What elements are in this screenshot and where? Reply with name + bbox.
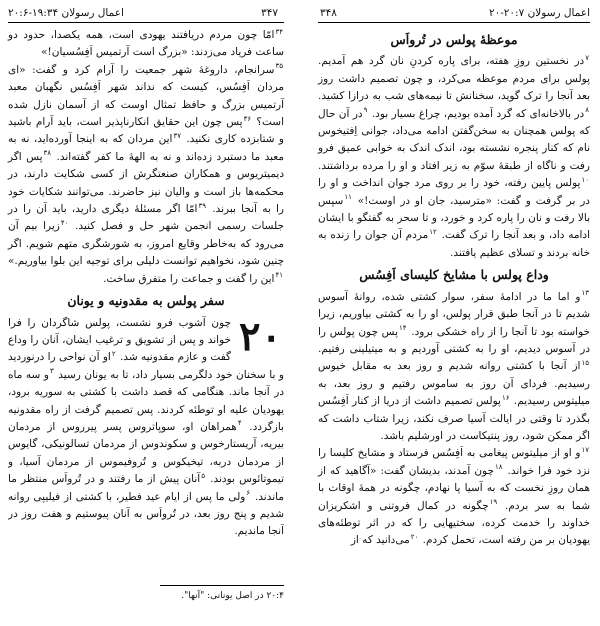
footnote-rule (160, 585, 284, 586)
verse-number: ۱۲ (429, 227, 437, 236)
verse-text: می‌دانید که از (350, 534, 410, 547)
verse-number: ۹ (363, 106, 368, 115)
section-heading: موعظهٔ پولس در تُرواَس (390, 32, 518, 47)
verse-text: چون آمدند، بدیشان گفت: «آگاهید که از همان روزِ نخست که به آسیا پا نهادم، چگونه در همهٔ اوقات با شما به سر بردم. (318, 464, 591, 512)
verse-text: زیرا بیم آن می‌رود که به‌خاطر وقایع امروز، به شورشگری متهم شویم. اگر چنین شود، نخواهیم توانست دلیلی برای توجیه این بلوا بیاوریم.» (8, 220, 284, 268)
right-page-column (318, 27, 590, 550)
section-troas (318, 31, 590, 262)
verse-number: ۱۳ (581, 289, 589, 298)
verse-number: ۴۱ (275, 271, 283, 280)
paragraph (318, 289, 590, 446)
verse-text: سپس بالا رفت و نان را پاره کرد و خورد، و تا سحر به گفتگو با ایشان ادامه داد، و بعد آنجا را ترک گفت. (318, 194, 590, 242)
verse-text: پولس تصمیم داشت از دریا از کنار اَفِسُس بگذرد تا وقتی در ایالت آسیا صرف نکند، زیرا شتاب داشت که اگر ممکن شود، روز پنتیکاست در اورشلیم باشد. (318, 395, 590, 442)
verse-text: و او از میلیتوس پیغامی به اَفِسُس فرستاد و مشایخ کلیسا را نزد خود فرا خواند. (318, 447, 590, 477)
verse-number: ۳۷ (173, 131, 181, 140)
chapter-20-block (8, 315, 284, 541)
verse-text: آنان پیش از ما رفتند و در تُرواَس منتظر ما ماندند. (8, 473, 284, 503)
paragraph (318, 53, 590, 262)
left-page-column (8, 27, 284, 541)
verse-text: پس چون این حقایق انکارناپذیر است، باید آرام باشید و شتابزده کاری نکنید. (8, 116, 284, 146)
verse-number: ۱۴ (399, 324, 407, 332)
verse-text: پس اگر دیمیتریوس و همکاران صنعتگرش از کسی شکایت دارند، در محکمه‌ها باز است و والیان نیز حاضرند. می‌توانند شکایات خود را به آنجا ببرند. (8, 150, 284, 216)
verse-text: از آنجا با کشتی روانه شدیم و روز بعد به مقابل خیوس رسیدیم. فردای آن روز به ساموس رفتیم و روز بعد، به میلیتوس رسیدیم. (318, 360, 590, 408)
verse-text: چون آشوب فرو نشست، پولس شاگردان را فرا خواند و پس از تشویق و ترغیب ایشان، آنان را وداع گفت و عازم مقدونیه شد. (8, 316, 232, 364)
verse-number: ۳۴ (275, 27, 283, 36)
paragraph (8, 62, 284, 288)
section-heading: سفر پولس به مقدونیه و یونان (67, 293, 225, 309)
verse-text: چگونه در کمال فروتنی و اشکریزان خداوند را خدمت کرده، سختیهایی را که در اثر توطئه‌های یهودیان بر من رفته است، تحمل کردم. (318, 499, 590, 547)
verse-number: ۸ (585, 106, 589, 115)
right-header-rule (318, 22, 590, 23)
verse-text: در نخستین روزِ هفته، برای پاره کردنِ نان گرد هم آمدیم. پولس برای مردم موعظه می‌کرد، و چون تصمیم داشت روز بعد آنجا را ترک گوید، سخنانش تا نیمه‌های شب به درازا کشید. (318, 55, 590, 103)
right-page-header-title: اعمال رسولان ۲۰:۷-۲۰ (488, 7, 590, 19)
verse-number: ۱۱ (344, 193, 352, 202)
verse-number: ۱۷ (581, 445, 589, 454)
right-page-number: ۳۴۸ (320, 7, 337, 19)
verse-number: ۱۸ (494, 463, 503, 472)
verse-text: سرانجام، داروغهٔ شهر جمعیت را آرام کرد و گفت: «ای مردان اَفِسُس، کیست که نداند شهر اَفِسُس نگهبان معبد آرتمیس بزرگ و حافظ تمثال اوست که از آسمان نازل شده است؟ (8, 63, 284, 129)
verse-text: و اما ما در ادامهٔ سفر، سوار کشتی شده، روانهٔ آسوس شدیم تا در آنجا طبق قرار پولس، او را به کشتی بیاوریم، زیرا خواسته بود تا آنجا را از راه خشکی برود. (318, 290, 590, 338)
verse-number: ۶ (246, 489, 251, 498)
verse-number: ۳ (49, 367, 54, 376)
left-page-header-title: اعمال رسولان ۱۹:۳۴-۲۰:۶ (8, 7, 124, 19)
verse-number: ۱۰ (581, 175, 589, 184)
left-page-number: ۳۴۷ (261, 7, 278, 19)
section-heading: وداع پولس با مشایخ کلیسای اَفِسُس (359, 267, 549, 283)
footnote: ۲۰:۴ در اصل یونانی: "آنها". (181, 591, 284, 601)
verse-number: ۷ (585, 53, 589, 62)
verse-text: پس چون پولس را در آسوس دیدیم، او را به کشتی آوردیم و به میتیلینی رفتیم. (318, 325, 590, 355)
verse-number: ۲ (111, 349, 116, 358)
verse-number: ۲۰ (410, 532, 419, 541)
paragraph (318, 445, 590, 549)
right-page-header (320, 6, 590, 20)
verse-text: این مردان که به اینجا آورده‌اید، نه به معبد ما دستبرد زده‌اند و نه به الههٔ ما کفر گفته‌اند. (8, 133, 284, 163)
verse-text: در آن حال که پولس همچنان به سخن‌گفتن ادامه می‌داد، جوانی اِفتیخوس نام که کنار پنجره نشسته بود، اندک اندک به خوابی عمیق فرو رفت و ناگاه از طبقهٔ سوّم به زیر افتاد و او را مرده برداشتند. (318, 107, 590, 172)
verse-number: ۵ (201, 471, 205, 480)
verse-text: پولس پایین رفته، خود را بر روی مرد جوان انداخت و او را در بر گرفت و گفت: «مترسید، جان او در اوست!» (318, 177, 590, 207)
verse-text: در بالاخانه‌ای که گرد آمده بودیم، چراغ بسیار بود. (368, 107, 585, 120)
paragraph (8, 27, 284, 62)
section-ephesus-elders (318, 266, 590, 550)
verse-number: ۳۵ (275, 62, 283, 71)
verse-text: ولی ما پس از ایام عید فطیر، با کشتی از فیلیپی روانه شدیم و پنج روز بعد، در تُرواَس به آنان پیوستیم و هفت روز در آنجا ماندیم. (8, 490, 284, 538)
verse-number: ۳۶ (243, 114, 252, 123)
verse-text: امّا اگر مسئلهٔ دیگری دارید، باید آن را در جلسات رسمی انجمن شهر حل و فصل کنید. (8, 203, 284, 233)
verse-number: ۴۰ (60, 218, 69, 227)
left-page-header (8, 6, 278, 20)
verse-number: ۴ (237, 419, 242, 428)
verse-number: ۳۹ (198, 201, 207, 210)
verse-text: او آن نواحی را درنوردید و با سخنان خود دلگرمی بسیار داد، تا به یونان رسید (8, 351, 284, 381)
verse-text: و سه ماه در آنجا ماند. هنگامی که قصد داشت با کشتی به سوریه برود، یهودیان علیه او توطئه کردند. پس تصمیم گرفت از راه مقدونیه بازگردد. (8, 368, 284, 433)
chapter-number: ۲۰ (239, 314, 282, 360)
left-header-rule (8, 22, 284, 23)
verse-number: ۳۸ (43, 149, 52, 158)
verse-text: امّا چون مردم دریافتند یهودی است، همه یکصدا، حدود دو ساعت فریاد می‌زدند: «بزرگ است آرتمیس اَفِسُسیان!» (8, 29, 284, 59)
verse-number: ۱۵ (581, 358, 589, 367)
verse-text: همراهان او، سوپاتروس پسر پیرروس از مردمان بیریه، آریستارخوس و سکوندوس از مردمان تسالونیکی، گایوس از مردمان دربه، تیخیکوس و تُروفیموس از مردمان آسیا، و تیموتائوس بودند. (8, 420, 284, 486)
verse-number: ۱۹ (489, 498, 498, 507)
verse-text: این را گفت و جماعت را متفرق ساخت. (103, 272, 275, 285)
verse-number: ۱۶ (501, 393, 510, 402)
verse-text: مردم آن جوان را زنده به خانه بردند و تسلای عظیم یافتند. (318, 229, 590, 259)
